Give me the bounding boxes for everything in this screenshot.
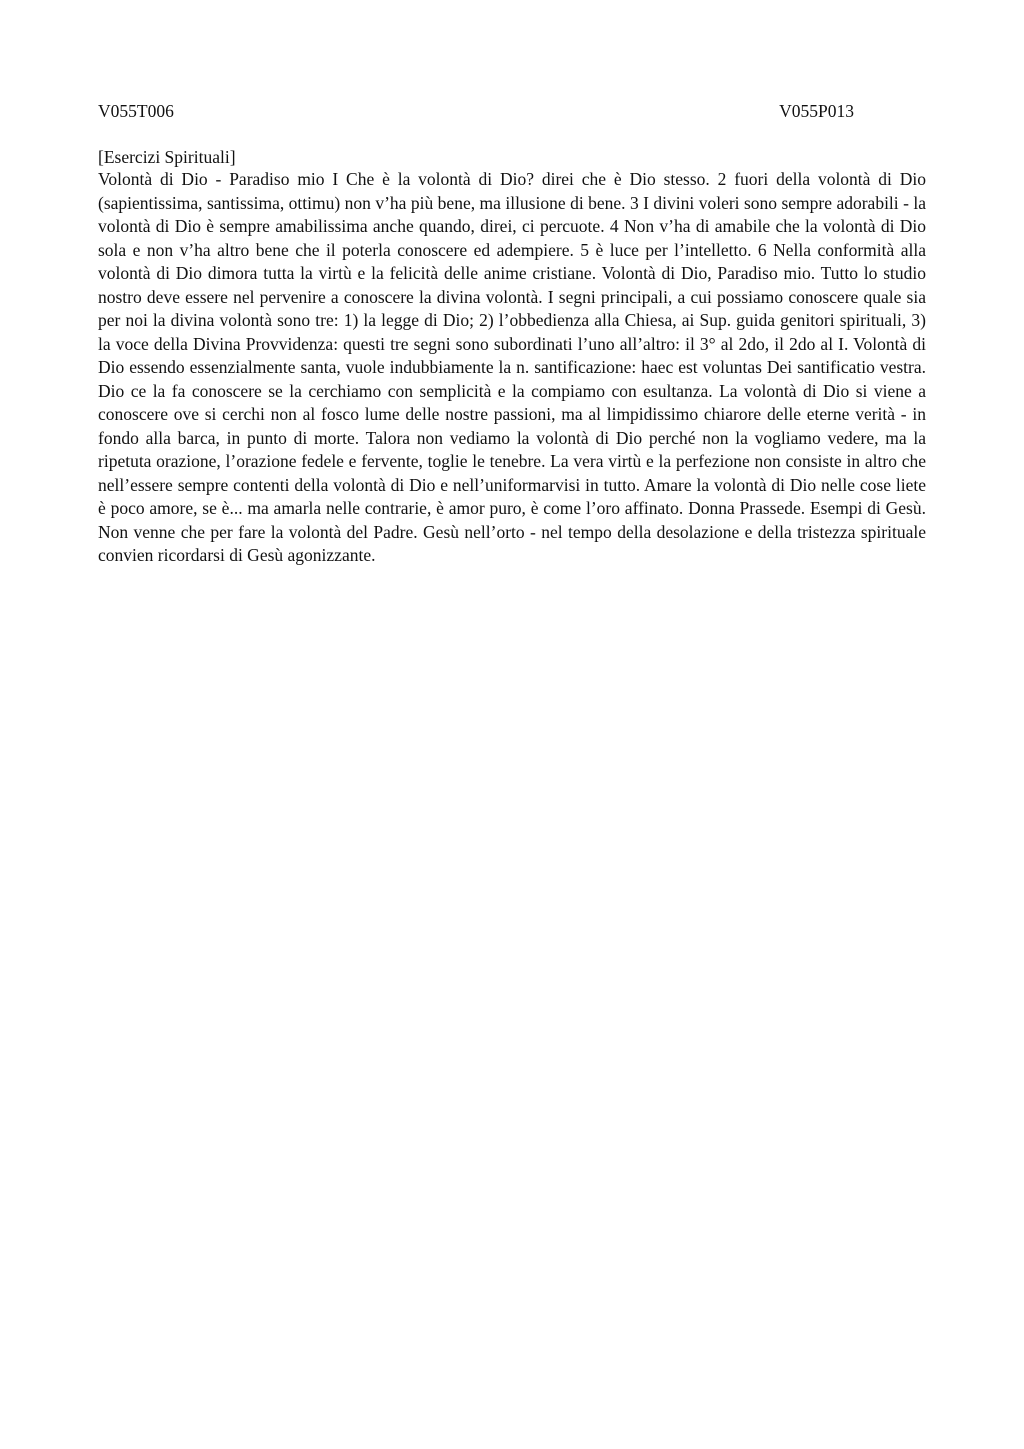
document-header [98,99,926,123]
body-paragraph: Volontà di Dio - Paradiso mio I Che è la volontà di Dio? direi che è Dio stesso. 2 fuori della volontà di Dio (sapientissima, santissima, ottimu) non v’ha più bene, ma illusione di bene. 3 I divini voleri sono sempre adorabili - la volontà di Dio è sempre amabilissima anche quando, direi, ci percuote. 4 Non v’ha di amabile che la volontà di Dio sola e non v’ha altro bene che il poterla conoscere ed adempiere. 5 è luce per l’intelletto. 6 Nella conformità alla volontà di Dio dimora tutta la virtù e la felicità delle anime cristiane. Volontà di Dio, Paradiso mio. Tutto lo studio nostro deve essere nel pervenire a conoscere la divina volontà. I segni principali, a cui possiamo conoscere quale sia per noi la divina volontà sono tre: 1) la legge di Dio; 2) l’obbedienza alla Chiesa, ai Sup. guida genitori spirituali, 3) la voce della Divina Provvidenza: questi tre segni sono subordinati l’uno all’altro: il 3° al 2do, il 2do al I. Volontà di Dio essendo essenzialmente santa, vuole indubbiamente la n. santificazione: haec est voluntas Dei santificatio vestra. Dio ce la fa conoscere se la cerchiamo con semplicità e la compiamo con esultanza. La volontà di Dio si viene a conoscere ove si cerchi non al fosco lume delle nostre passioni, ma al limpidissimo chiarore delle eterne verità - in fondo alla barca, in punto di morte. Talora non vediamo la volontà di Dio perché non la vogliamo vedere, ma la ripetuta orazione, l’orazione fedele e fervente, toglie le tenebre. La vera virtù e la perfezione non consiste in altro che nell’essere sempre contenti della volontà di Dio e nell’uniformarvisi in tutto. Amare la volontà di Dio nelle cose liete è poco amore, se è... ma amarla nelle contrarie, è amor puro, è come l’oro affinato. Donna Prassede. Esempi di Gesù. Non venne che per fare la volontà del Padre. Gesù nell’orto - nel tempo della desolazione e della tristezza spirituale convien ricordarsi di Gesù agonizzante. [98,169,926,565]
section-title: [Esercizi Spirituali] [98,147,236,167]
document-code-left: V055T006 [98,101,174,121]
document-code-right: V055P013 [779,101,854,121]
